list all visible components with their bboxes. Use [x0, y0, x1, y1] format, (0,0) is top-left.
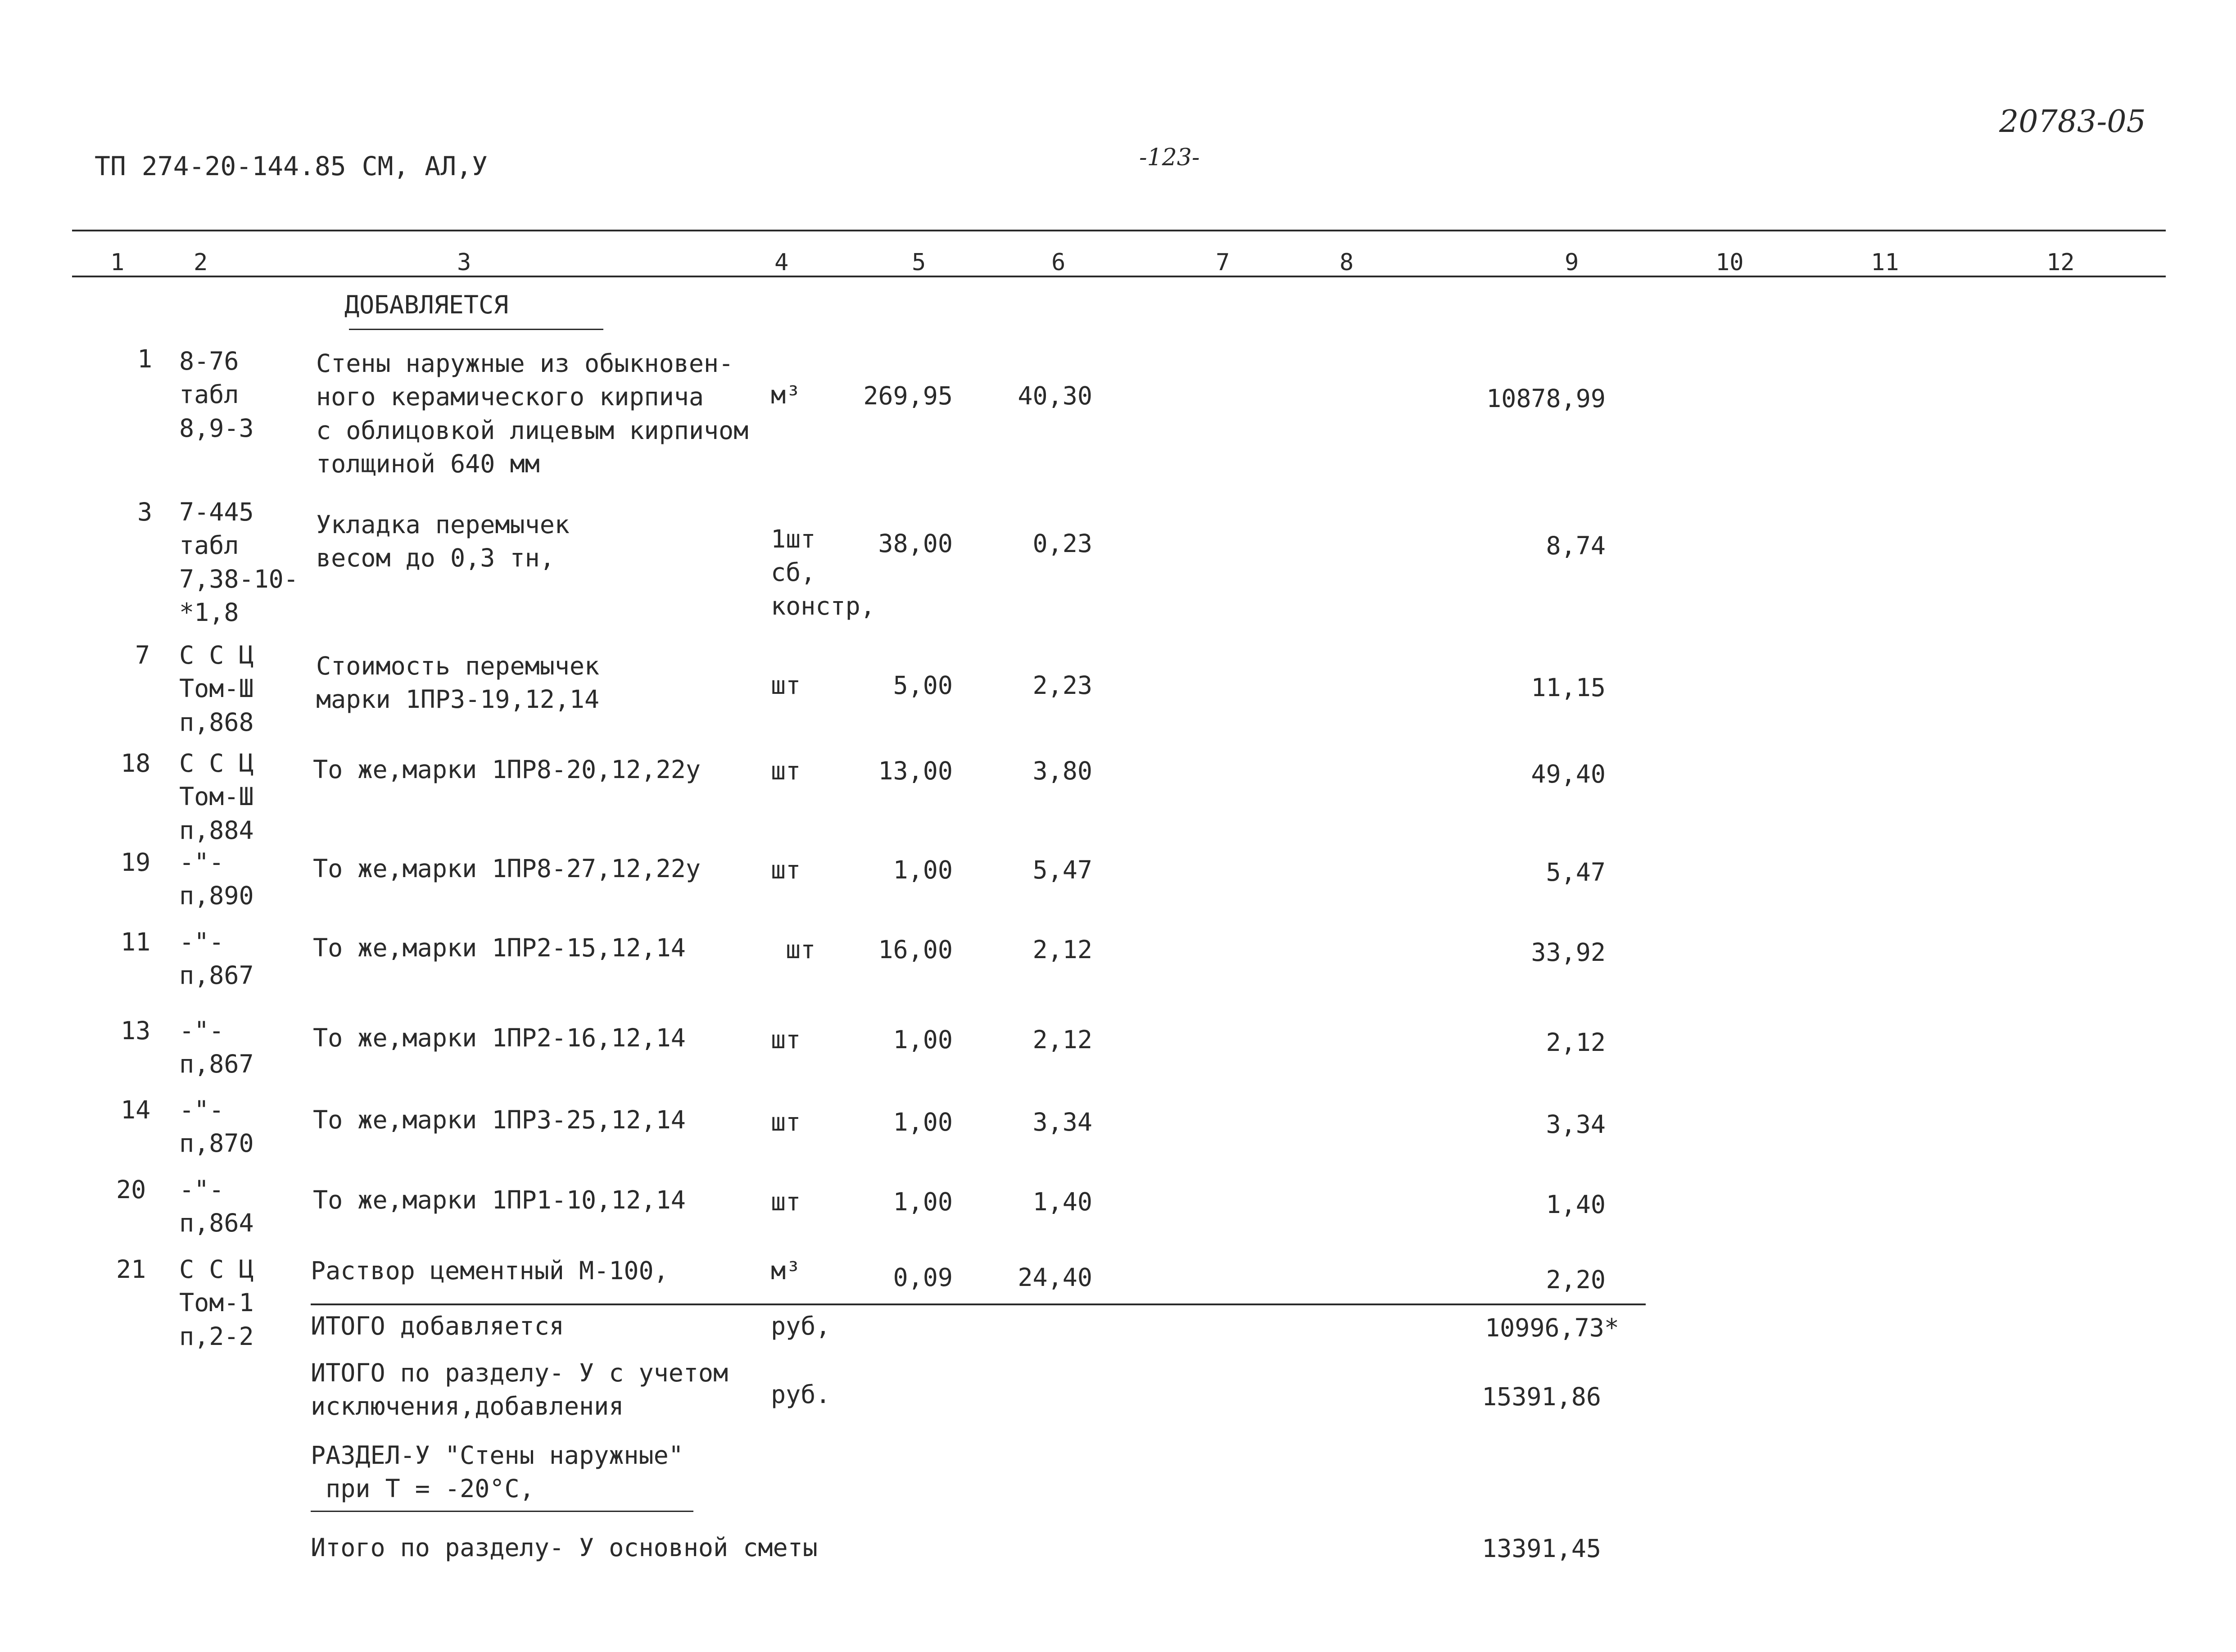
row-6-unit: шт — [786, 935, 816, 964]
row-1-unit: м³ — [771, 380, 801, 409]
row-2-price: 0,23 — [1032, 529, 1092, 558]
row-5-unit: шт — [771, 855, 801, 884]
row-1-total: 10878,99 — [1486, 384, 1606, 413]
row-5-num: 19 — [121, 848, 151, 877]
column-number-9: 9 — [1565, 249, 1579, 276]
row-1-name: Стены наружные из обыкновен- ного керамического кирпича с облицовкой лицевым кирпичом толщиной 640 мм — [316, 349, 749, 478]
row-3-name: Стоимость перемычек марки 1ПР3-19,12,14 — [316, 652, 600, 714]
row-5-total: 5,47 — [1546, 858, 1606, 887]
section-title-walls: РАЗДЕЛ-У "Стены наружные" при Т = -20°С, — [311, 1441, 683, 1503]
row-3-total: 11,15 — [1531, 673, 1606, 702]
row-6-num: 11 — [121, 928, 151, 956]
totals-rule — [311, 1303, 1646, 1305]
row-7-ref: -"- п,867 — [179, 1016, 254, 1079]
row-1-ref: 8-76 табл 8,9-3 — [179, 347, 254, 443]
total-section-label: ИТОГО по разделу- У с учетом исключения,добавления — [311, 1358, 729, 1421]
column-number-10: 10 — [1715, 249, 1744, 276]
row-3-qty: 5,00 — [893, 671, 953, 700]
row-9-price: 1,40 — [1032, 1187, 1092, 1216]
row-8-total: 3,34 — [1546, 1110, 1606, 1139]
column-number-11: 11 — [1871, 249, 1899, 276]
column-number-8: 8 — [1340, 249, 1354, 276]
page-number: -123- — [1139, 144, 1200, 171]
row-5-ref: -"- п,890 — [179, 848, 254, 910]
column-number-3: 3 — [457, 249, 471, 276]
row-10-ref: С С Ц Том-1 п,2-2 — [179, 1255, 254, 1351]
total-section-unit: руб. — [771, 1380, 831, 1409]
row-6-ref: -"- п,867 — [179, 928, 254, 990]
archive-number: 20783-05 — [1999, 104, 2146, 140]
section-title-added: ДОБАВЛЯЕТСЯ — [344, 290, 509, 319]
row-7-name: То же,марки 1ПР2-16,12,14 — [313, 1023, 686, 1052]
row-8-name: То же,марки 1ПР3-25,12,14 — [313, 1105, 686, 1134]
row-2-unit: 1шт сб, констр, — [771, 525, 875, 620]
row-1-qty: 269,95 — [863, 381, 953, 410]
row-5-name: То же,марки 1ПР8-27,12,22у — [313, 854, 701, 883]
section-walls-underline — [311, 1511, 693, 1512]
row-4-price: 3,80 — [1032, 756, 1092, 785]
section-title-underline — [349, 329, 603, 330]
row-3-price: 2,23 — [1032, 671, 1092, 700]
row-3-num: 7 — [135, 641, 150, 670]
column-number-4: 4 — [774, 249, 789, 276]
row-10-price: 24,40 — [1018, 1263, 1092, 1292]
row-7-price: 2,12 — [1032, 1025, 1092, 1054]
row-6-total: 33,92 — [1531, 938, 1606, 967]
column-number-2: 2 — [194, 249, 208, 276]
total-added-unit: руб, — [771, 1312, 831, 1340]
document-code: ТП 274-20-144.85 СМ, АЛ,У — [95, 151, 488, 181]
row-10-total: 2,20 — [1546, 1265, 1606, 1294]
row-9-unit: шт — [771, 1187, 801, 1216]
row-8-ref: -"- п,870 — [179, 1095, 254, 1158]
row-1-price: 40,30 — [1018, 381, 1092, 410]
row-6-qty: 16,00 — [878, 935, 953, 964]
column-number-1: 1 — [110, 249, 125, 276]
total-added-label: ИТОГО добавляется — [311, 1312, 564, 1340]
row-10-unit: м³ — [771, 1256, 801, 1285]
row-9-num: 20 — [116, 1175, 146, 1204]
header-bottom-rule — [72, 276, 2166, 277]
row-3-ref: С С Ц Том-Ш п,868 — [179, 641, 254, 737]
row-4-unit: шт — [771, 756, 801, 785]
row-8-qty: 1,00 — [893, 1108, 953, 1136]
row-9-total: 1,40 — [1546, 1190, 1606, 1219]
row-2-qty: 38,00 — [878, 529, 953, 558]
total-section-value: 15391,86 — [1482, 1382, 1601, 1411]
row-9-qty: 1,00 — [893, 1187, 953, 1216]
column-number-12: 12 — [2046, 249, 2075, 276]
row-10-qty: 0,09 — [893, 1263, 953, 1292]
row-2-num: 3 — [137, 498, 153, 526]
row-1-num: 1 — [137, 344, 153, 373]
row-7-num: 13 — [121, 1016, 151, 1045]
column-number-7: 7 — [1216, 249, 1230, 276]
row-10-num: 21 — [116, 1255, 146, 1284]
row-5-qty: 1,00 — [893, 855, 953, 884]
row-7-qty: 1,00 — [893, 1025, 953, 1054]
row-8-price: 3,34 — [1032, 1108, 1092, 1136]
row-4-qty: 13,00 — [878, 756, 953, 785]
row-2-name: Укладка перемычек весом до 0,3 тн, — [316, 510, 570, 573]
row-4-name: То же,марки 1ПР8-20,12,22у — [313, 755, 701, 784]
main-total-value: 13391,45 — [1482, 1534, 1601, 1563]
row-8-unit: шт — [771, 1108, 801, 1136]
row-2-total: 8,74 — [1546, 531, 1606, 560]
row-4-num: 18 — [121, 749, 151, 778]
row-9-name: То же,марки 1ПР1-10,12,14 — [313, 1186, 686, 1214]
row-5-price: 5,47 — [1032, 855, 1092, 884]
total-added-value: 10996,73* — [1485, 1313, 1619, 1342]
row-4-total: 49,40 — [1531, 760, 1606, 788]
row-7-unit: шт — [771, 1025, 801, 1054]
row-6-price: 2,12 — [1032, 935, 1092, 964]
row-9-ref: -"- п,864 — [179, 1175, 254, 1238]
main-total-label: Итого по разделу- У основной сметы — [311, 1533, 818, 1562]
row-6-name: То же,марки 1ПР2-15,12,14 — [313, 933, 686, 962]
row-2-ref: 7-445 табл 7,38-10- *1,8 — [179, 498, 299, 627]
row-4-ref: С С Ц Том-Ш п,884 — [179, 749, 254, 845]
column-number-5: 5 — [912, 249, 926, 276]
row-7-total: 2,12 — [1546, 1028, 1606, 1057]
header-top-rule — [72, 230, 2166, 231]
row-3-unit: шт — [771, 671, 801, 700]
row-8-num: 14 — [121, 1095, 151, 1124]
column-number-6: 6 — [1051, 249, 1066, 276]
row-10-name: Раствор цементный М-100, — [311, 1256, 669, 1285]
